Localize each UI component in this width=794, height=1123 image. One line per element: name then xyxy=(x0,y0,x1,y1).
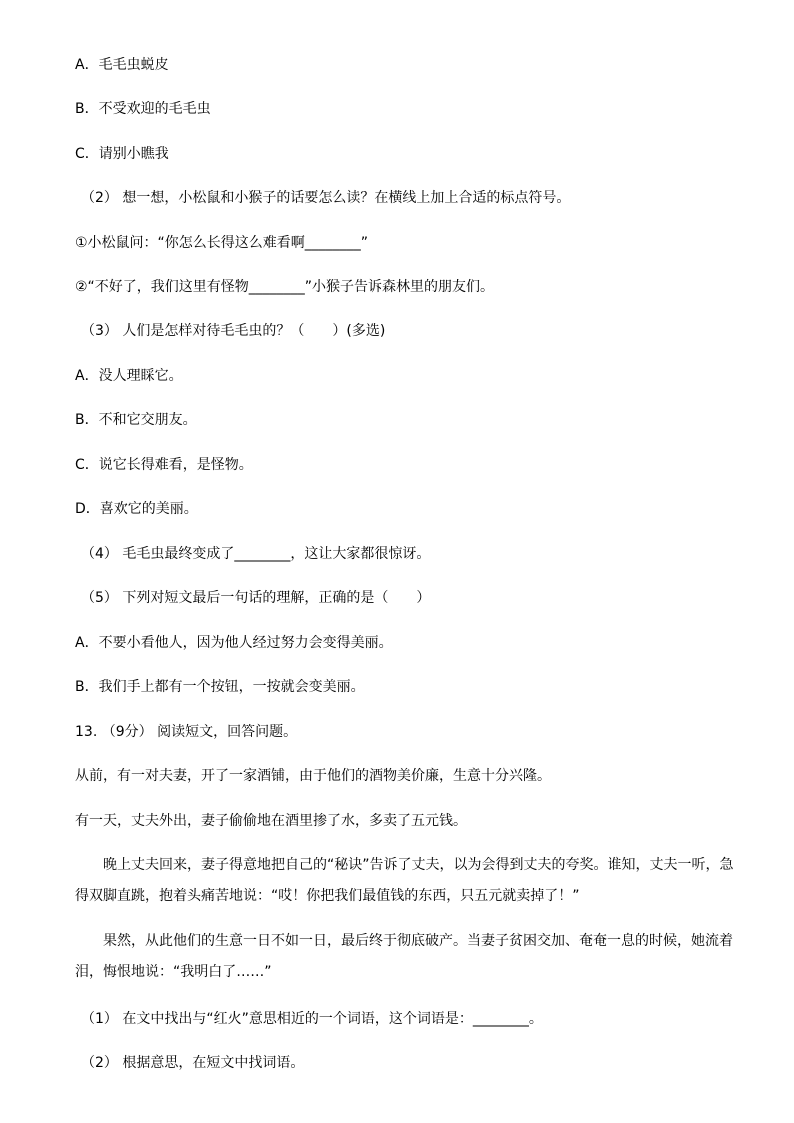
option-c-title: C．请别小瞧我 xyxy=(75,146,169,162)
question-13-heading: 13. （9分） 阅读短文，回答问题。 xyxy=(75,724,298,740)
question-2-item-2: ②“不好了，我们这里有怪物________”小猴子告诉森林里的朋友们。 xyxy=(75,279,495,295)
question-5: （5） 下列对短文最后一句话的理解，正确的是（ ） xyxy=(81,590,431,606)
question-5-option-a: A．不要小看他人，因为他人经过努力会变得美丽。 xyxy=(75,635,393,651)
question-3-option-a: A．没人理睬它。 xyxy=(75,368,183,384)
question-3-option-d: D．喜欢它的美丽。 xyxy=(75,501,198,517)
question-4: （4） 毛毛虫最终变成了________，这让大家都很惊讶。 xyxy=(81,546,431,562)
passage-line-2: 有一天，丈夫外出，妻子偷偷地在酒里掺了水，多卖了五元钱。 xyxy=(75,813,467,829)
question-13-2: （2） 根据意思，在短文中找词语。 xyxy=(81,1055,305,1071)
passage-paragraph-4: 果然，从此他们的生意一日不如一日，最后终于彻底破产。当妻子贫困交加、奄奄一息的时候，她流着泪，悔恨地说：“我明白了……” xyxy=(75,933,733,980)
option-b-title: B．不受欢迎的毛毛虫 xyxy=(75,101,211,117)
question-5-option-b: B．我们手上都有一个按钮，一按就会变美丽。 xyxy=(75,679,365,695)
question-3: （3） 人们是怎样对待毛毛虫的？（ ）(多选) xyxy=(81,323,386,339)
question-3-option-b: B．不和它交朋友。 xyxy=(75,412,197,428)
question-13-1: （1） 在文中找出与“红火”意思相近的一个词语，这个词语是：________。 xyxy=(81,1011,543,1027)
passage-line-1: 从前，有一对夫妻，开了一家酒铺，由于他们的酒物美价廉，生意十分兴隆。 xyxy=(75,768,551,784)
question-2-item-1: ①小松鼠问：“你怎么长得这么难看啊________” xyxy=(75,235,369,251)
passage-paragraph-3: 晚上丈夫回来，妻子得意地把自己的“秘诀”告诉了丈夫，以为会得到丈夫的夸奖。谁知，丈夫一听，急得双脚直跳，抱着头痛苦地说：“哎！你把我们最值钱的东西，只五元就卖掉了！” xyxy=(75,857,734,904)
question-3-option-c: C．说它长得难看，是怪物。 xyxy=(75,457,253,473)
question-2: （2） 想一想，小松鼠和小猴子的话要怎么读？在横线上加上合适的标点符号。 xyxy=(81,190,571,206)
option-a-title: A．毛毛虫蜕皮 xyxy=(75,57,169,73)
